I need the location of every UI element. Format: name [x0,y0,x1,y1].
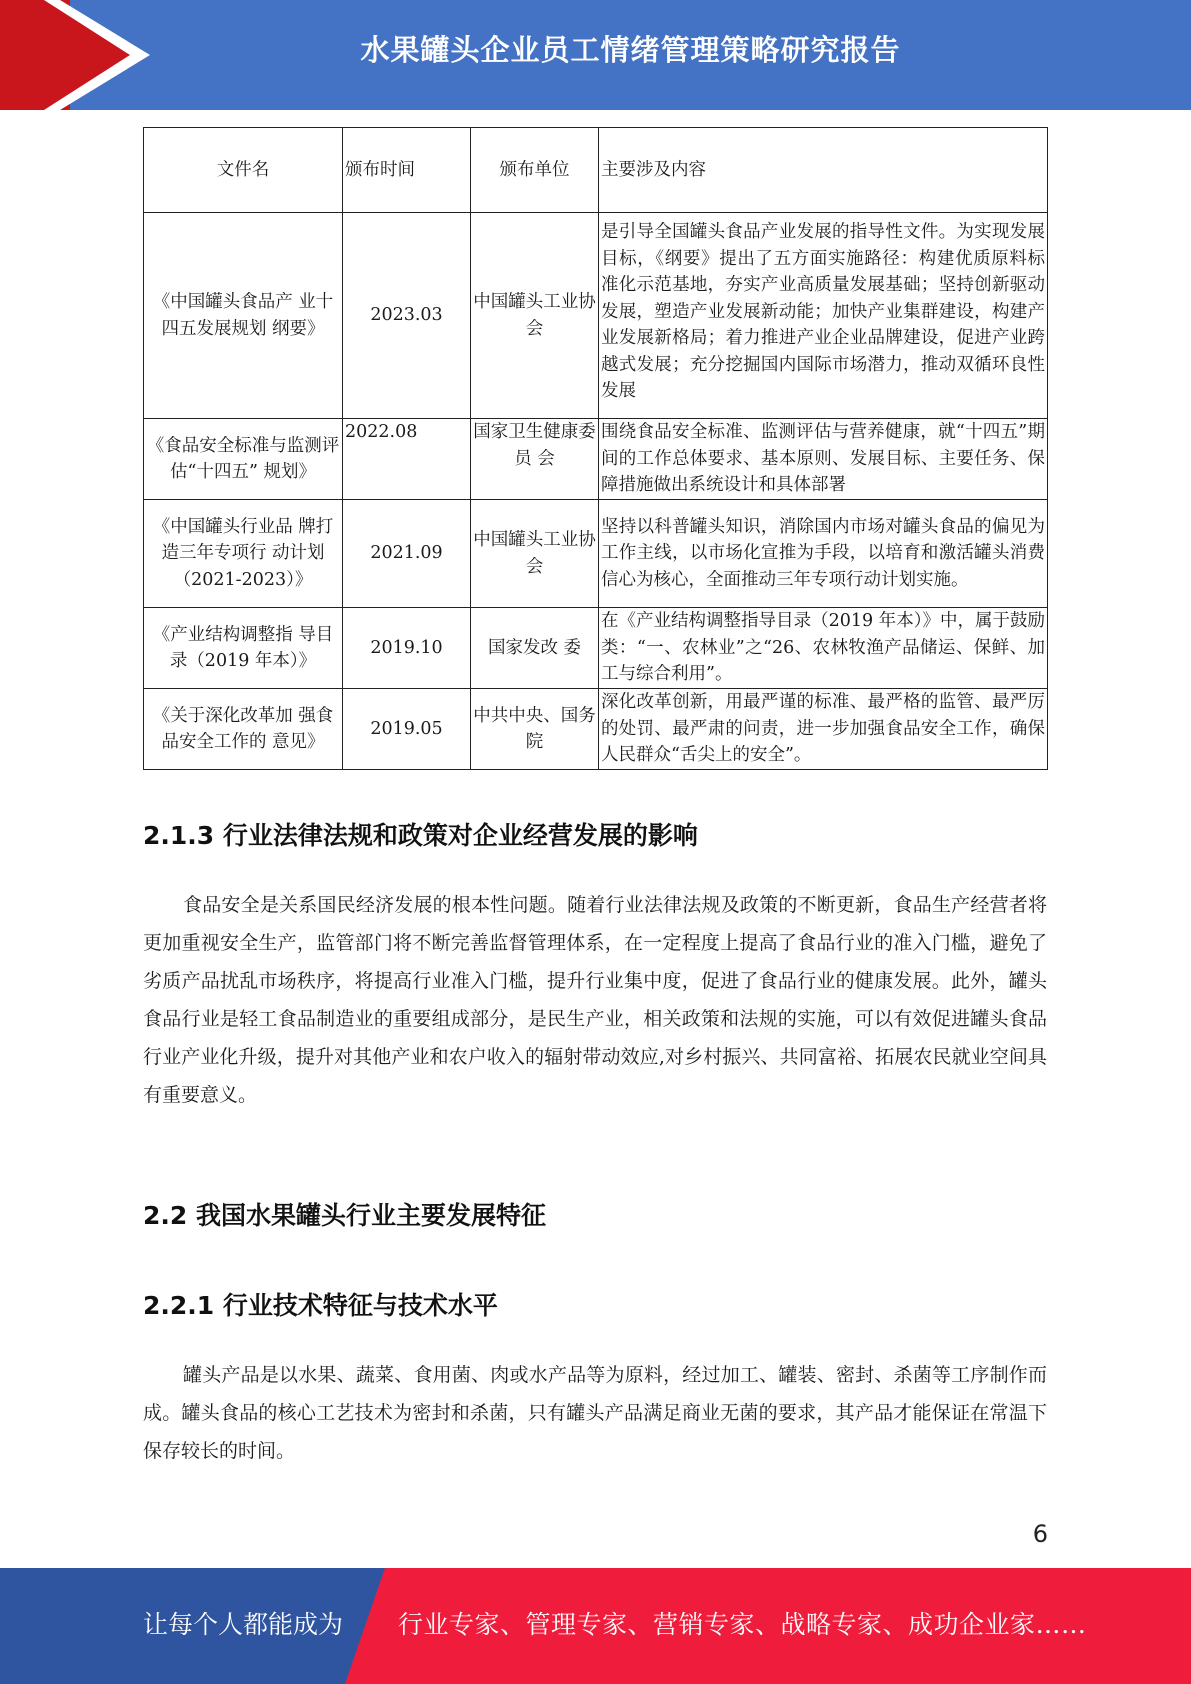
cell-unit: 中国罐头工业协会 [471,213,599,419]
table-row [144,213,1048,419]
cell-content-text: 围绕食品安全标准、监测评估与营养健康，就“十四五”期间的工作总体要求、基本原则、发展目标、主要任务、保障措施做出系统设计和具体部署 [601,422,1045,495]
cell-unit: 中共中央、国务院 [471,689,599,770]
cell-unit: 中国罐头工业协会 [471,500,599,608]
section-paragraph-2-1-3: 食品安全是关系国民经济发展的根本性问题。随着行业法律法规及政策的不断更新，食品生产经营者将更加重视安全生产，监管部门将不断完善监督管理体系，在一定程度上提高了食品行业的准入门槛，避免了劣质产品扰乱市场秩序，将提高行业准入门槛，提升行业集中度，促进了食品行业的健康发展。此外，罐头食品行业是轻工食品制造业的重要组成部分，是民生产业，相关政策和法规的实施，可以有效促进罐头食品行业产业化升级，提升对其他产业和农户收入的辐射带动效应,对乡村振兴、共同富裕、拓展农民就业空间具有重要意义。 [143,894,1047,1106]
section-heading-2-2: 2.2 我国水果罐头行业主要发展特征 [143,1201,546,1230]
column-header-name: 文件名 [144,128,343,213]
cell-content [599,419,1048,500]
page-number: 6 [1032,1520,1048,1548]
cell-name: 《食品安全标准与监测评估“十四五” 规划》 [144,419,343,500]
footer-slogan-right: 行业专家、管理专家、营销专家、战略专家、成功企业家…… [398,1610,1087,1639]
table-row [144,419,1048,500]
header-arrow-decoration [0,0,150,110]
policy-table [143,127,1048,770]
footer-slogan-left: 让每个人都能成为 [143,1610,344,1639]
cell-unit: 国家发改 委 [471,608,599,689]
cell-date: 2019.10 [343,608,471,689]
column-header-content: 主要涉及内容 [599,128,1048,213]
section-heading-2-1-3: 2.1.3 行业法律法规和政策对企业经营发展的影响 [143,821,698,850]
column-header-unit: 颁布单位 [471,128,599,213]
cell-content [599,213,1048,419]
table-row [144,689,1048,770]
table-header-row [144,128,1048,213]
table-row [144,608,1048,689]
page-footer [0,1568,1191,1684]
cell-name: 《中国罐头行业品 牌打造三年专项行 动计划（2021-2023）》 [144,500,343,608]
cell-date: 2022.08 [343,419,471,500]
page-header [0,0,1191,110]
table-row [144,500,1048,608]
cell-name: 《产业结构调整指 导目录（2019 年本）》 [144,608,343,689]
cell-content-text: 是引导全国罐头食品产业发展的指导性文件。为实现发展目标，《纲要》提出了五方面实施路径：构建优质原料标准化示范基地，夯实产业高质量发展基础；坚持创新驱动发展，塑造产业发展新动能；加快产业集群建设，构建产业发展新格局；着力推进产业企业品牌建设，促进产业跨越式发展；充分挖掘国内国际市场潜力，推动双循环良性发展 [601,222,1045,401]
cell-name: 《中国罐头食品产 业十四五发展规划 纲要》 [144,213,343,419]
cell-date: 2023.03 [343,213,471,419]
document-title: 水果罐头企业员工情绪管理策略研究报告 [360,33,901,67]
cell-unit: 国家卫生健康委员 会 [471,419,599,500]
cell-content: 深化改革创新，用最严谨的标准、最严格的监管、最严厉的处罚、最严肃的问责，进一步加强食品安全工作，确保人民群众“舌尖上的安全”。 [599,689,1048,770]
cell-content: 坚持以科普罐头知识，消除国内市场对罐头食品的偏见为工作主线，以市场化宣推为手段，以培育和激活罐头消费信心为核心，全面推动三年专项行动计划实施。 [599,500,1048,608]
section-paragraph-2-2-1: 罐头产品是以水果、蔬菜、食用菌、肉或水产品等为原料，经过加工、罐装、密封、杀菌等工序制作而成。罐头食品的核心工艺技术为密封和杀菌，只有罐头产品满足商业无菌的要求，其产品才能保证在常温下保存较长的时间。 [143,1364,1047,1462]
cell-name: 《关于深化改革加 强食品安全工作的 意见》 [144,689,343,770]
cell-date: 2019.05 [343,689,471,770]
cell-date: 2021.09 [343,500,471,608]
cell-content: 在《产业结构调整指导目录（2019 年本）》中，属于鼓励类：“一、农林业”之“26、农林牧渔产品储运、保鲜、加工与综合利用”。 [599,608,1048,689]
section-heading-2-2-1: 2.2.1 行业技术特征与技术水平 [143,1291,498,1320]
column-header-date: 颁布时间 [343,128,471,213]
